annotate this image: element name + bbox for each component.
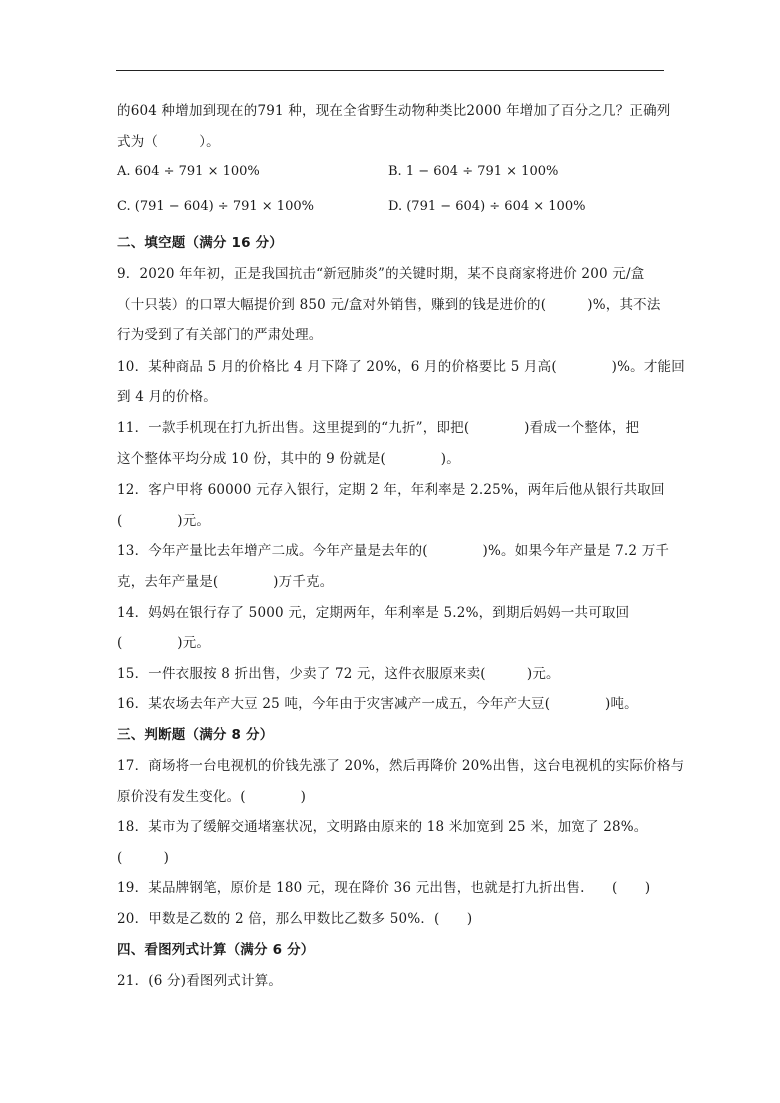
q13-line1: 13．今年产量比去年增产二成。今年产量是去年的( )%。如果今年产量是 7.2 万千 — [117, 543, 670, 559]
q9-line3: 行为受到了有关部门的严肃处理。 — [117, 327, 323, 343]
q12-line2: ( )元。 — [117, 513, 211, 529]
q16-line1: 16．某农场去年产大豆 25 吨，今年由于灾害减产一成五，今年产大豆( )吨。 — [117, 696, 638, 712]
q17-line2: 原价没有发生变化。( ) — [117, 789, 307, 805]
section-2-title: 二、填空题（满分 16 分） — [117, 235, 283, 251]
q8-option-b: B. 1 − 604 ÷ 791 × 100% — [388, 164, 559, 179]
section-4-title: 四、看图列式计算（满分 6 分） — [117, 942, 315, 958]
q11-line1: 11．一款手机现在打九折出售。这里提到的“九折”，即把( )看成一个整体，把 — [117, 420, 640, 436]
q9-line2: （十只装）的口罩大幅提价到 850 元/盒对外销售，赚到的钱是进价的( )%，其不法 — [117, 297, 661, 313]
q10-line1: 10．某种商品 5 月的价格比 4 月下降了 20%，6 月的价格要比 5 月高( )%。才能回 — [117, 359, 685, 375]
q15-line1: 15．一件衣服按 8 折出售，少卖了 72 元，这件衣服原来卖( )元。 — [117, 666, 560, 682]
q21-line1: 21．(6 分)看图列式计算。 — [117, 973, 283, 989]
q12-line1: 12．客户甲将 60000 元存入银行，定期 2 年，年利率是 2.25%，两年后他从银行共取回 — [117, 482, 665, 498]
q8-line2: 式为（ ）。 — [117, 134, 220, 150]
section-3-title: 三、判断题（满分 8 分） — [117, 727, 274, 743]
q19-line1: 19．某品牌钢笔，原价是 180 元，现在降价 36 元出售，也就是打九折出售. ( ) — [117, 880, 651, 896]
q10-line2: 到 4 月的价格。 — [117, 389, 217, 405]
q8-option-c: C. (791 − 604) ÷ 791 × 100% — [117, 199, 314, 214]
q9-line1: 9．2020 年年初，正是我国抗击“新冠肺炎”的关键时期，某不良商家将进价 200 元/盒 — [117, 266, 645, 282]
q20-line1: 20．甲数是乙数的 2 倍，那么甲数比乙数多 50%．( ) — [117, 911, 473, 927]
q17-line1: 17．商场将一台电视机的价钱先涨了 20%，然后再降价 20%出售，这台电视机的实际价格与 — [117, 758, 685, 774]
q11-line2: 这个整体平均分成 10 份，其中的 9 份就是( )。 — [117, 451, 460, 467]
header-rule — [116, 70, 664, 71]
q18-line1: 18．某市为了缓解交通堵塞状况，文明路由原来的 18 米加宽到 25 米，加宽了 28%。 — [117, 819, 648, 835]
q8-option-d: D. (791 − 604) ÷ 604 × 100% — [388, 199, 586, 214]
q8-option-a: A. 604 ÷ 791 × 100% — [117, 164, 260, 179]
q8-line1: 的604 种增加到现在的791 种，现在全省野生动物种类比2000 年增加了百分之几？正确列 — [117, 103, 671, 119]
q14-line1: 14．妈妈在银行存了 5000 元，定期两年，年利率是 5.2%，到期后妈妈一共可取回 — [117, 605, 630, 621]
q13-line2: 克，去年产量是( )万千克。 — [117, 574, 334, 590]
q18-line2: ( ) — [117, 850, 170, 866]
q14-line2: ( )元。 — [117, 635, 211, 651]
